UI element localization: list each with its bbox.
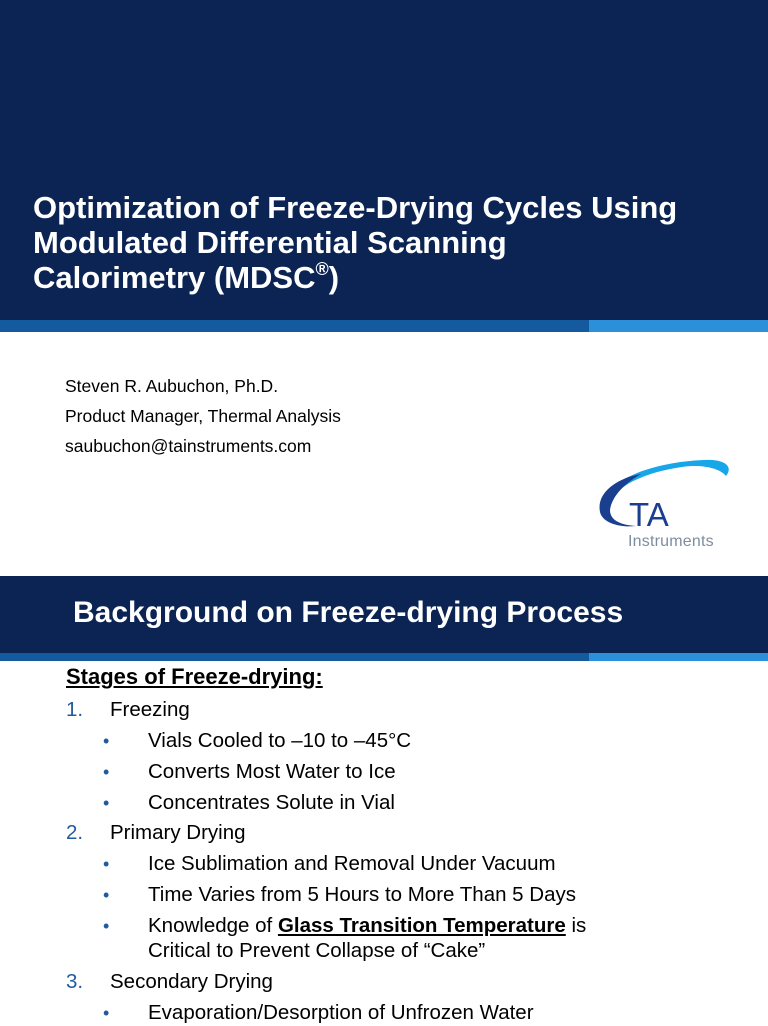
author-block [65, 371, 341, 461]
stage-bullet-knowledge-line2: Critical to Prevent Collapse of “Cake” [148, 939, 486, 962]
bullet-icon: • [103, 793, 110, 813]
stages-heading: Stages of Freeze-drying: [66, 664, 323, 689]
stage-bullet: Concentrates Solute in Vial [148, 791, 395, 814]
stage-number: 1. [66, 698, 84, 721]
knowledge-text-post: is [565, 914, 587, 937]
bullet-icon: • [103, 762, 110, 782]
accent-stripe-light-segment [589, 653, 768, 661]
title-slide-accent-stripe [0, 320, 768, 332]
title-line-3-text: Calorimetry (MDSC [33, 260, 316, 295]
stage-bullet: Evaporation/Desorption of Unfrozen Water [148, 1001, 534, 1024]
author-email: saubuchon@tainstruments.com [65, 436, 312, 456]
bullet-icon: • [103, 885, 110, 905]
stage-number: 3. [66, 970, 84, 993]
stage-bullet-knowledge [148, 913, 586, 939]
title-line-3-close: ) [328, 260, 340, 295]
author-role: Product Manager, Thermal Analysis [65, 406, 341, 426]
title-line-3 [33, 260, 753, 295]
stage-label: Freezing [110, 698, 190, 721]
stage-bullet: Ice Sublimation and Removal Under Vacuum [148, 852, 556, 875]
content-slide-title: Background on Freeze-drying Process [73, 596, 624, 629]
glass-transition-emphasis: Glass Transition Temperature [277, 914, 566, 937]
author-name: Steven R. Aubuchon, Ph.D. [65, 376, 279, 396]
content-slide-accent-stripe [0, 653, 768, 661]
title-line-1: Optimization of Freeze-Drying Cycles Using [33, 190, 678, 225]
stage-number: 2. [66, 821, 84, 844]
accent-stripe-light-segment [589, 320, 768, 332]
knowledge-text-pre: Knowledge of [148, 914, 278, 937]
registered-mark: ® [315, 259, 329, 279]
logo-mark-text: TA [629, 496, 669, 533]
bullet-icon: • [103, 731, 110, 751]
bullet-icon: • [103, 916, 110, 936]
stage-bullet: Time Varies from 5 Hours to More Than 5 Days [148, 883, 576, 906]
stage-label: Primary Drying [110, 821, 246, 844]
stage-bullet: Vials Cooled to –10 to –45°C [148, 729, 412, 752]
title-line-2: Modulated Differential Scanning [33, 225, 507, 260]
bullet-icon: • [103, 854, 110, 874]
stage-bullet: Converts Most Water to Ice [148, 760, 396, 783]
stage-label: Secondary Drying [110, 970, 273, 993]
bullet-icon: • [103, 1003, 110, 1023]
logo-subtext: Instruments [628, 533, 714, 550]
title-slide-heading [33, 190, 753, 295]
